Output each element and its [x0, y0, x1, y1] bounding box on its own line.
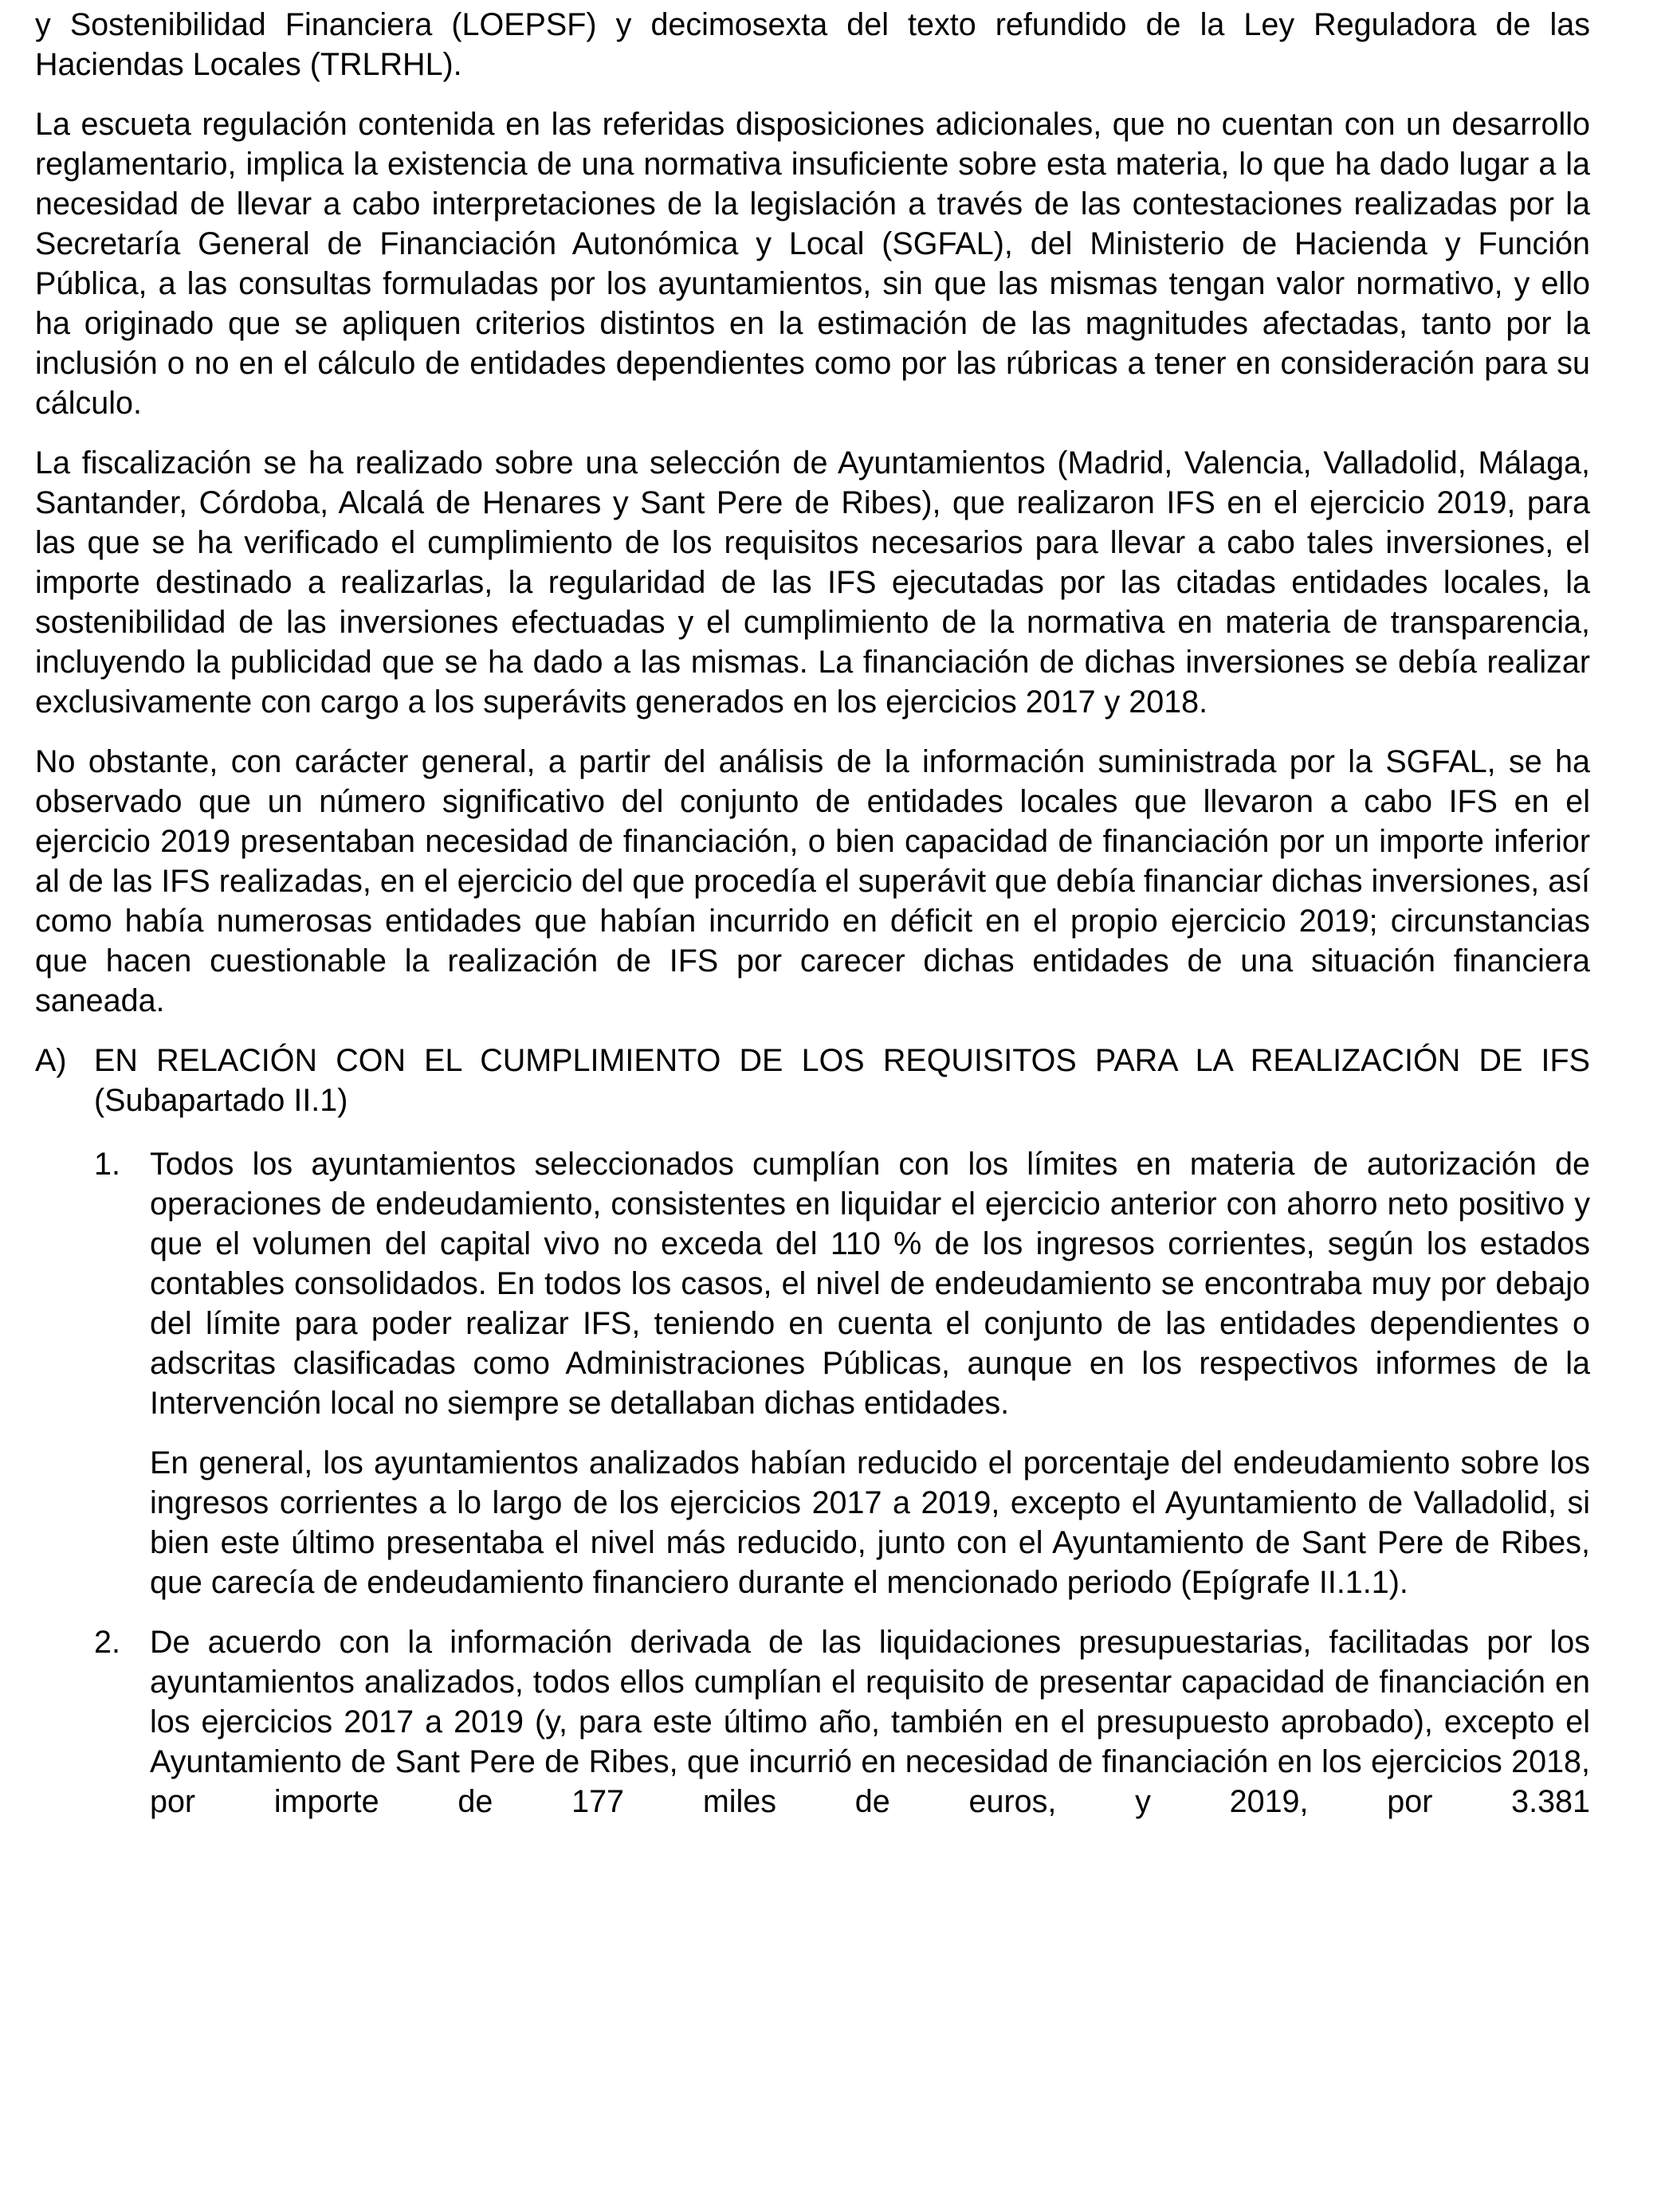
section-title: EN RELACIÓN CON EL CUMPLIMIENTO DE LOS REQUISITOS PARA LA REALIZACIÓN DE IFS (Subapartado II.1) — [94, 1043, 1590, 1118]
list-item-number: 2. — [94, 1625, 120, 1660]
list-item-body — [150, 1622, 1590, 1841]
section-label: A) — [35, 1043, 67, 1078]
paragraph-general-observation: No obstante, con carácter general, a partir del análisis de la información suministrada por la SGFAL, se ha observado que un número significativo del conjunto de entidades locales que llevaron a cabo IFS en el ejercicio 2019 presentaban necesidad de financiación, o bien capacidad de financiación por un importe inferior al de las IFS realizadas, en el ejercicio del que procedía el superávit que debía financiar dichas inversiones, así como había numerosas entidades que habían incurrido en déficit en el propio ejercicio 2019; circunstancias que hacen cuestionable la realización de IFS por carecer dichas entidades de una situación financiera saneada. — [35, 744, 1590, 1018]
list-item-number: 1. — [94, 1147, 120, 1182]
list-item-paragraph: Todos los ayuntamientos seleccionados cumplían con los límites en materia de autorización de operaciones de endeudamiento, consistentes en liquidar el ejercicio anterior con ahorro neto positivo y que el volumen del capital vivo no exceda del 110 % de los ingresos corrientes, según los estados contables consolidados. En todos los casos, el nivel de endeudamiento se encontraba muy por debajo del límite para poder realizar IFS, teniendo en cuenta el conjunto de las entidades dependientes o adscritas clasificadas como Administraciones Públicas, aunque en los respectivos informes de la Intervención local no siempre se detallaban dichas entidades. — [150, 1147, 1590, 1421]
list-item-paragraph: En general, los ayuntamientos analizados habían reducido el porcentaje del endeudamiento sobre los ingresos corrientes a lo largo de los ejercicios 2017 a 2019, excepto el Ayuntamiento de Valladolid, si bien este último presentaba el nivel más reducido, junto con el Ayuntamiento de Sant Pere de Ribes, que carecía de endeudamiento financiero durante el mencionado periodo (Epígrafe II.1.1). — [150, 1445, 1590, 1600]
section-heading-a — [35, 1041, 1590, 1120]
list-item-2 — [94, 1622, 1590, 1841]
list-item-body — [150, 1144, 1590, 1622]
list-item-paragraph: De acuerdo con la información derivada de las liquidaciones presupuestarias, facilitadas por los ayuntamientos analizados, todos ellos cumplían el requisito de presentar capacidad de financiación en los ejercicios 2017 a 2019 (y, para este último año, también en el presupuesto aprobado), excepto el Ayuntamiento de Sant Pere de Ribes, que incurrió en necesidad de financiación en los ejercicios 2018, por importe de 177 miles de euros, y 2019, por 3.381 — [150, 1625, 1590, 1819]
list-item-1 — [94, 1144, 1590, 1622]
paragraph-regulation: La escueta regulación contenida en las referidas disposiciones adicionales, que no cuentan con un desarrollo reglamentario, implica la existencia de una normativa insuficiente sobre esta materia, lo que ha dado lugar a la necesidad de llevar a cabo interpretaciones de la legislación a través de las contestaciones realizadas por la Secretaría General de Financiación Autonómica y Local (SGFAL), del Ministerio de Hacienda y Función Pública, a las consultas formuladas por los ayuntamientos, sin que las mismas tengan valor normativo, y ello ha originado que se apliquen criterios distintos en la estimación de las magnitudes afectadas, tanto por la inclusión o no en el cálculo de entidades dependientes como por las rúbricas a tener en consideración para su cálculo. — [35, 107, 1590, 421]
paragraph-audit-scope: La fiscalización se ha realizado sobre una selección de Ayuntamientos (Madrid, Valencia, Valladolid, Málaga, Santander, Córdoba, Alcalá de Henares y Sant Pere de Ribes), que realizaron IFS en el ejercicio 2019, para las que se ha verificado el cumplimiento de los requisitos necesarios para llevar a cabo tales inversiones, el importe destinado a realizarlas, la regularidad de las IFS ejecutadas por las citadas entidades locales, la sostenibilidad de las inversiones efectuadas y el cumplimiento de la normativa en materia de transparencia, incluyendo la publicidad que se ha dado a las mismas. La financiación de dichas inversiones se debía realizar exclusivamente con cargo a los superávits generados en los ejercicios 2017 y 2018. — [35, 445, 1590, 720]
paragraph-intro-continuation: y Sostenibilidad Financiera (LOEPSF) y decimosexta del texto refundido de la Ley Reguladora de las Haciendas Locales (TRLRHL). — [35, 7, 1590, 82]
